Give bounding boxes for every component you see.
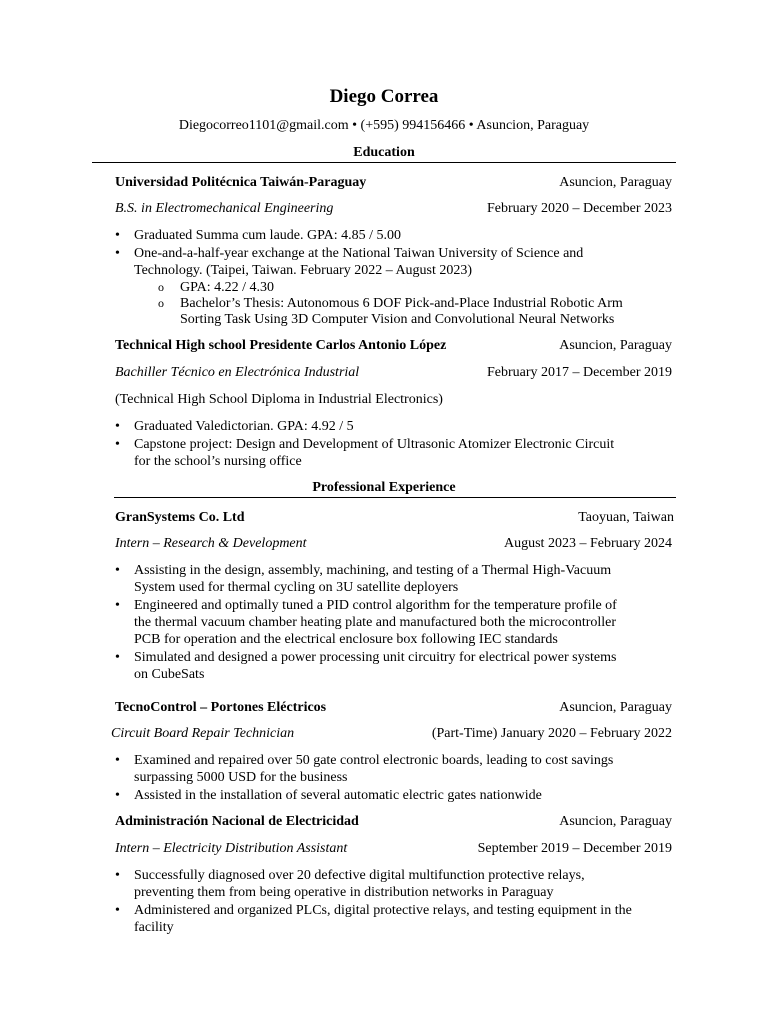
list-item-continuation: the thermal vacuum chamber heating plate and manufactured both the microcontroller xyxy=(134,615,617,630)
candidate-name: Diego Correa xyxy=(329,86,439,107)
list-item: Engineered and optimally tuned a PID control algorithm for the temperature profile of xyxy=(134,598,617,613)
sub-bullet-icon: o xyxy=(158,296,164,310)
list-item: Successfully diagnosed over 20 defective digital multifunction protective relays, xyxy=(134,868,585,883)
list-item-continuation: preventing them from being operative in distribution networks in Paraguay xyxy=(134,885,554,900)
list-item: Assisting in the design, assembly, machining, and testing of a Thermal High-Vacuum xyxy=(134,563,612,578)
degree: Bachiller Técnico en Electrónica Industrial xyxy=(115,365,360,380)
education-heading: Education xyxy=(353,145,415,160)
list-item-continuation: surpassing 5000 USD for the business xyxy=(134,770,348,785)
bullet-icon: • xyxy=(115,903,120,918)
list-item: Assisted in the installation of several automatic electric gates nationwide xyxy=(134,788,542,803)
bullet-icon: • xyxy=(115,598,120,613)
degree: B.S. in Electromechanical Engineering xyxy=(115,201,334,216)
school-location: Asuncion, Paraguay xyxy=(559,175,672,190)
company-location: Asuncion, Paraguay xyxy=(559,814,672,829)
list-item-continuation: Technology. (Taipei, Taiwan. February 2022 – August 2023) xyxy=(134,263,473,278)
bullet-icon: • xyxy=(115,437,120,452)
list-item-continuation: on CubeSats xyxy=(134,667,205,682)
list-item: Capstone project: Design and Development of Ultrasonic Atomizer Electronic Circuit xyxy=(134,437,615,452)
list-item-continuation: PCB for operation and the electrical enclosure box following IEC standards xyxy=(134,632,558,647)
company-name: Administración Nacional de Electricidad xyxy=(115,814,359,829)
school-location: Asuncion, Paraguay xyxy=(559,338,672,353)
company-location: Taoyuan, Taiwan xyxy=(578,510,674,525)
sub-list-item: GPA: 4.22 / 4.30 xyxy=(180,280,275,295)
list-item: Administered and organized PLCs, digital protective relays, and testing equipment in the xyxy=(134,903,632,918)
school-name: Universidad Politécnica Taiwán-Paraguay xyxy=(115,175,367,190)
bullet-icon: • xyxy=(115,868,120,883)
list-item: Graduated Valedictorian. GPA: 4.92 / 5 xyxy=(134,419,354,434)
bullet-icon: • xyxy=(115,788,120,803)
education-divider xyxy=(92,162,676,163)
company-location: Asuncion, Paraguay xyxy=(559,700,672,715)
list-item: One-and-a-half-year exchange at the National Taiwan University of Science and xyxy=(134,246,584,261)
bullet-icon: • xyxy=(115,753,120,768)
experience-heading: Professional Experience xyxy=(312,480,456,495)
job-dates: September 2019 – December 2019 xyxy=(477,841,672,856)
sub-list-item-continuation: Sorting Task Using 3D Computer Vision and Convolutional Neural Networks xyxy=(180,312,615,327)
job-role: Circuit Board Repair Technician xyxy=(111,726,295,741)
bullet-icon: • xyxy=(115,650,120,665)
experience-divider xyxy=(114,497,676,498)
list-item-continuation: facility xyxy=(134,920,174,935)
company-name: TecnoControl – Portones Eléctricos xyxy=(115,700,327,715)
bullet-icon: • xyxy=(115,563,120,578)
sub-list-item: Bachelor’s Thesis: Autonomous 6 DOF Pick-and-Place Industrial Robotic Arm xyxy=(180,296,623,311)
list-item: Examined and repaired over 50 gate control electronic boards, leading to cost savings xyxy=(134,753,614,768)
school-name: Technical High school Presidente Carlos Antonio López xyxy=(115,338,447,353)
company-name: GranSystems Co. Ltd xyxy=(115,510,245,525)
bullet-icon: • xyxy=(115,246,120,261)
job-dates: (Part-Time) January 2020 – February 2022 xyxy=(431,726,672,741)
job-role: Intern – Research & Development xyxy=(115,536,307,551)
bullet-icon: • xyxy=(115,228,120,243)
sub-bullet-icon: o xyxy=(158,280,164,294)
diploma-note: (Technical High School Diploma in Industrial Electronics) xyxy=(115,392,443,407)
contact-line: Diegocorreo1101@gmail.com • (+595) 994156466 • Asuncion, Paraguay xyxy=(178,118,590,133)
list-item: Graduated Summa cum laude. GPA: 4.85 / 5.00 xyxy=(134,228,402,243)
degree-dates: February 2017 – December 2019 xyxy=(486,365,672,380)
degree-dates: February 2020 – December 2023 xyxy=(486,201,672,216)
job-role: Intern – Electricity Distribution Assistant xyxy=(115,841,348,856)
job-dates: August 2023 – February 2024 xyxy=(504,536,672,551)
list-item-continuation: System used for thermal cycling on 3U satellite deployers xyxy=(134,580,459,595)
list-item: Simulated and designed a power processing unit circuitry for electrical power systems xyxy=(134,650,617,665)
list-item-continuation: for the school’s nursing office xyxy=(134,454,302,469)
bullet-icon: • xyxy=(115,419,120,434)
